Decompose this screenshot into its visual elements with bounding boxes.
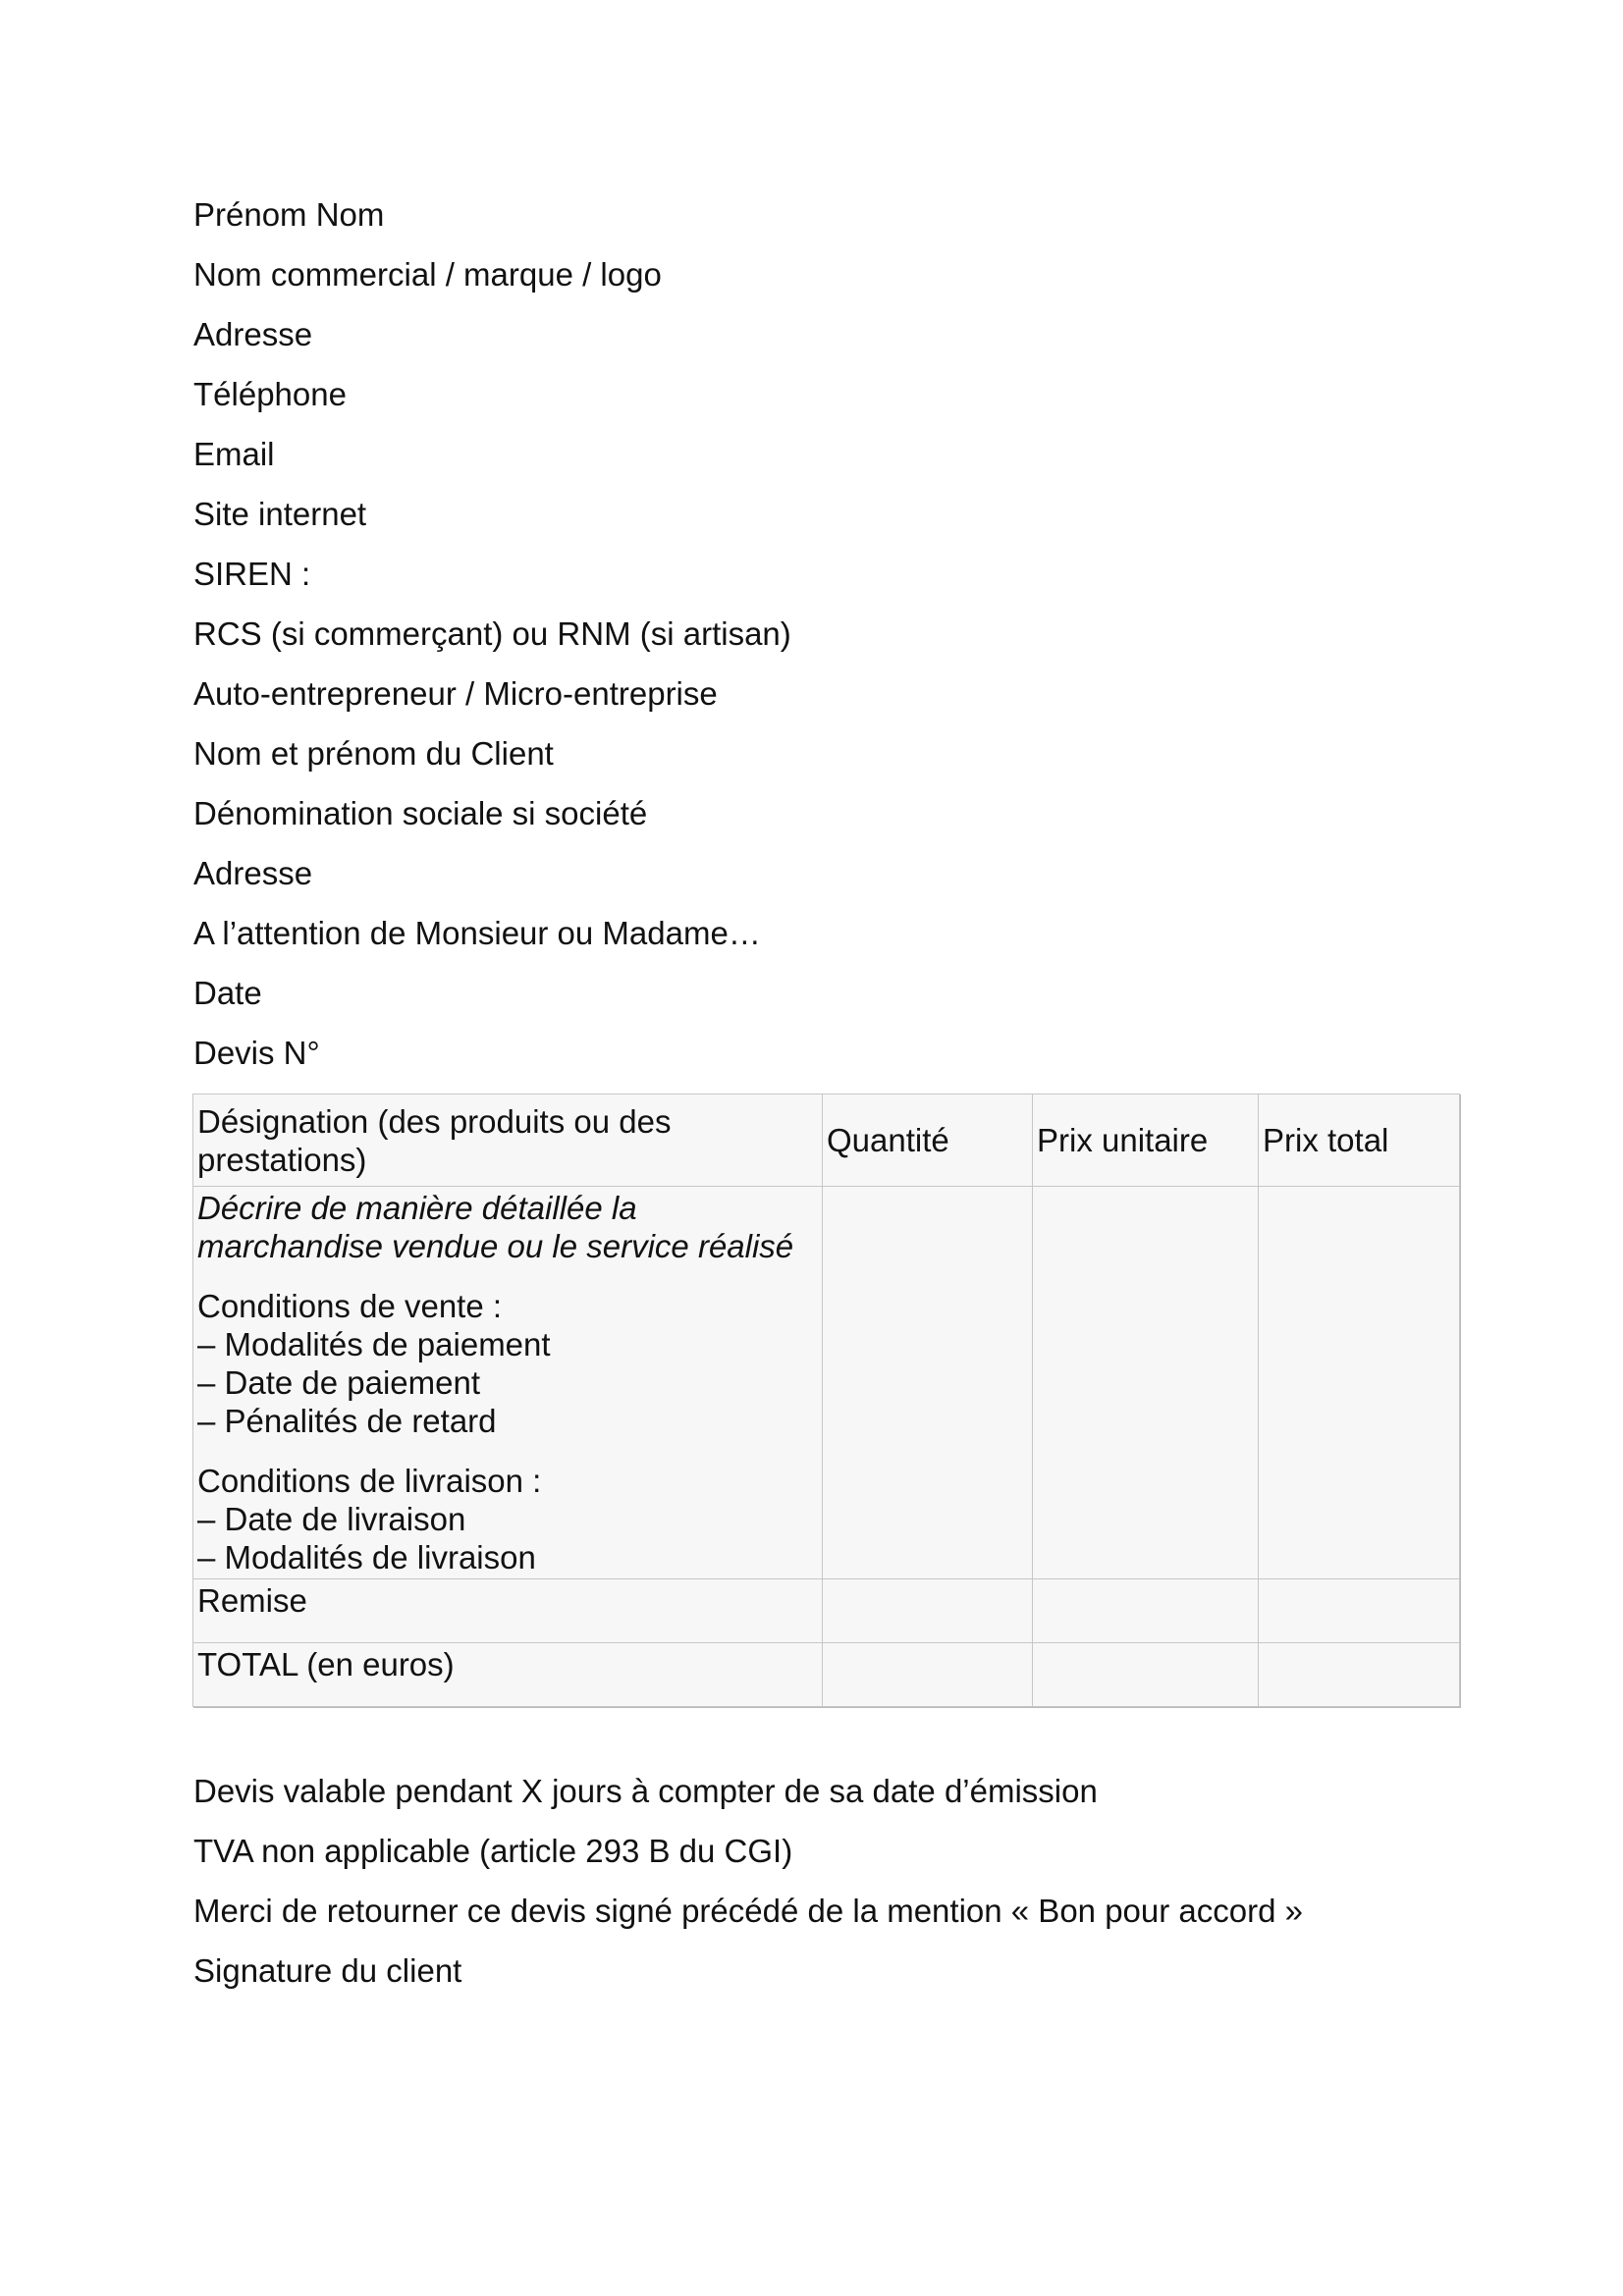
description-cell <box>193 1187 823 1579</box>
client-line-address: Adresse <box>193 855 313 891</box>
header-unit-price: Prix unitaire <box>1033 1095 1259 1187</box>
seller-line-phone: Téléphone <box>193 376 347 412</box>
sale-conditions-block <box>197 1287 816 1440</box>
seller-line-email: Email <box>193 436 275 472</box>
discount-label-cell: Remise <box>193 1579 823 1643</box>
sale-conditions-title: Conditions de vente : <box>197 1288 503 1324</box>
table-description-row <box>193 1187 1460 1579</box>
client-line-company: Dénomination sociale si société <box>193 795 648 831</box>
total-amount-empty <box>1259 1643 1460 1707</box>
unit-price-cell-empty <box>1033 1187 1259 1579</box>
total-row <box>193 1643 1460 1707</box>
approval-instruction-line: Merci de retourner ce devis signé précédé de la mention « Bon pour accord » <box>193 1893 1303 1929</box>
sale-condition-item: – Modalités de paiement <box>197 1326 551 1362</box>
document-content <box>193 0 1623 2011</box>
table-header-row <box>193 1095 1460 1187</box>
discount-row <box>193 1579 1460 1643</box>
client-line-name: Nom et prénom du Client <box>193 735 554 772</box>
seller-line-name: Prénom Nom <box>193 196 385 233</box>
discount-quantity-empty <box>823 1579 1033 1643</box>
total-price-cell-empty <box>1259 1187 1460 1579</box>
description-instruction: Décrire de manière détaillée la marchandise vendue ou le service réalisé <box>197 1190 794 1264</box>
seller-line-status: Auto-entrepreneur / Micro-entreprise <box>193 675 718 712</box>
delivery-conditions-block <box>197 1462 816 1576</box>
total-label-cell: TOTAL (en euros) <box>193 1643 823 1707</box>
sale-condition-item: – Date de paiement <box>197 1364 481 1401</box>
header-total-price: Prix total <box>1259 1095 1460 1187</box>
seller-line-rcs-rnm: RCS (si commerçant) ou RNM (si artisan) <box>193 615 791 652</box>
seller-line-brand: Nom commercial / marque / logo <box>193 256 662 293</box>
header-quantity: Quantité <box>823 1095 1033 1187</box>
delivery-condition-item: – Modalités de livraison <box>197 1539 536 1575</box>
seller-line-siren: SIREN : <box>193 556 311 592</box>
quote-date-line: Date <box>193 975 262 1011</box>
discount-total-empty <box>1259 1579 1460 1643</box>
delivery-condition-item: – Date de livraison <box>197 1501 466 1537</box>
total-quantity-empty <box>823 1643 1033 1707</box>
seller-line-address: Adresse <box>193 316 313 352</box>
quantity-cell-empty <box>823 1187 1033 1579</box>
total-unit-price-empty <box>1033 1643 1259 1707</box>
delivery-conditions-title: Conditions de livraison : <box>197 1463 542 1499</box>
validity-line: Devis valable pendant X jours à compter de sa date d’émission <box>193 1773 1098 1809</box>
header-designation: Désignation (des produits ou des prestations) <box>193 1095 823 1187</box>
quote-number-line: Devis N° <box>193 1035 320 1071</box>
seller-line-website: Site internet <box>193 496 367 532</box>
client-line-attention: A l’attention de Monsieur ou Madame… <box>193 915 761 951</box>
vat-exemption-line: TVA non applicable (article 293 B du CGI) <box>193 1833 793 1869</box>
discount-unit-price-empty <box>1033 1579 1259 1643</box>
client-signature-line: Signature du client <box>193 1952 462 1989</box>
sale-condition-item: – Pénalités de retard <box>197 1403 497 1439</box>
pricing-table <box>192 1094 1460 1707</box>
